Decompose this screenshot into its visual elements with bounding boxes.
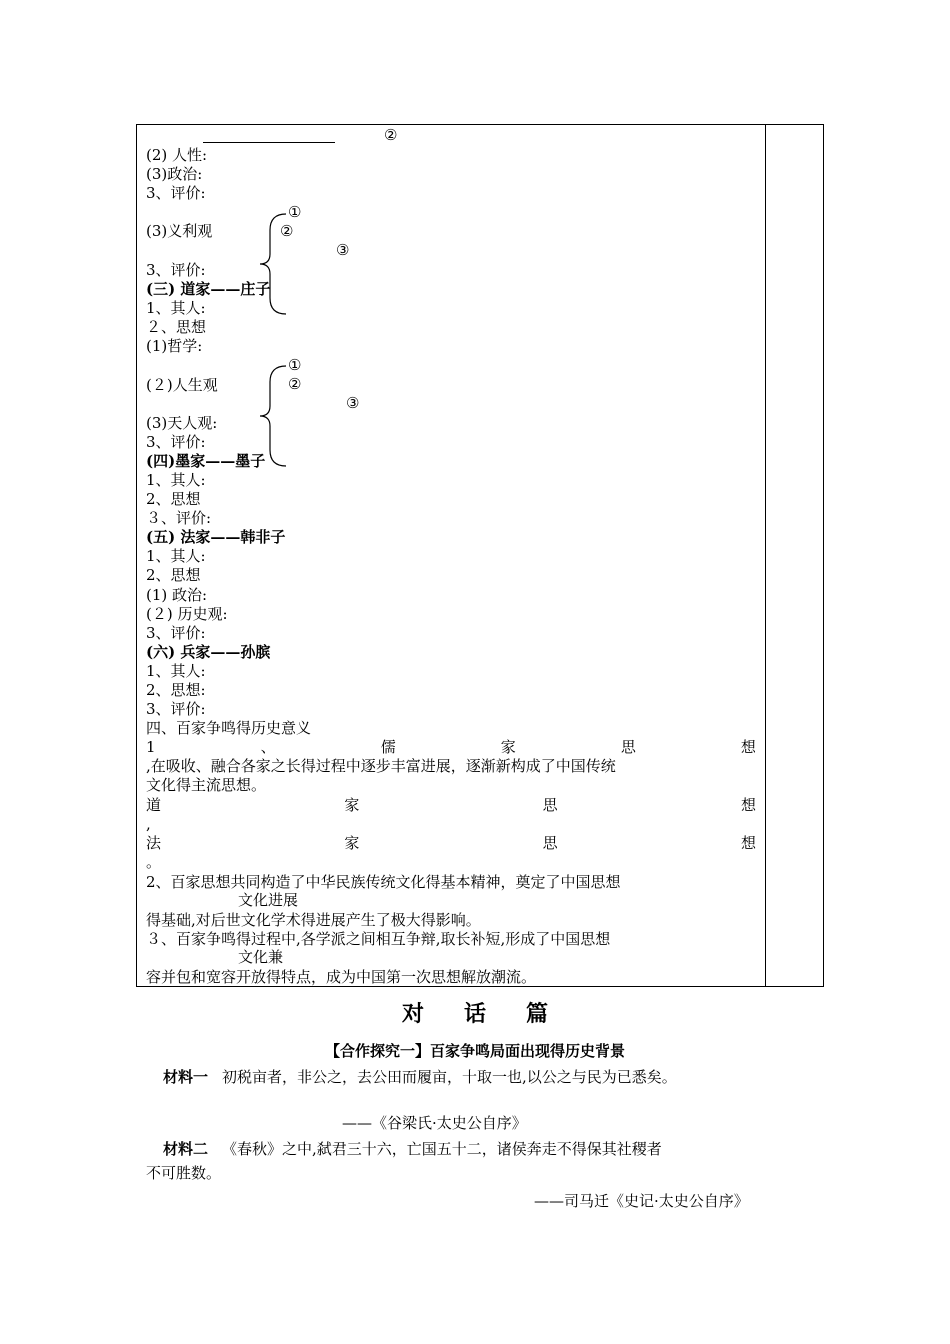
circled-number: ②	[280, 222, 294, 240]
spread-char: 家	[344, 834, 360, 852]
line-person: 1、其人:	[146, 299, 206, 317]
line-evaluation: 3、评价:	[146, 261, 206, 279]
spread-legalist	[146, 834, 756, 852]
material-label: 材料一	[163, 1068, 209, 1086]
line-thought: 2、思想	[146, 566, 201, 584]
line-significance-3: ３、百家争鸣得过程中,各学派之间相互争辩,取长补短,形成了中国思想	[146, 930, 611, 948]
spread-char: 家	[500, 738, 516, 756]
line-significance-2-end: 得基础,对后世文化学术得进展产生了极大得影响。	[146, 911, 481, 929]
circled-number: ③	[346, 394, 360, 412]
circled-number: ①	[288, 203, 302, 221]
circled-number: ②	[384, 126, 398, 144]
material-label: 材料二	[163, 1140, 209, 1158]
spread-char: 想	[740, 796, 756, 814]
line-thought: ２、思想	[146, 318, 207, 336]
spread-char: 道	[146, 796, 162, 814]
spread-confucian	[146, 738, 756, 756]
spread-char: 想	[740, 834, 756, 852]
spread-char: 1	[146, 738, 156, 756]
fill-blank-line	[203, 142, 335, 143]
spread-char: 、	[260, 738, 276, 756]
line-philosophy: (1)哲学:	[146, 337, 203, 355]
line-evaluation: ３、评价:	[146, 509, 212, 527]
line-comma: ,	[146, 815, 151, 833]
line-person: 1、其人:	[146, 547, 206, 565]
line-person: 1、其人:	[146, 471, 206, 489]
line-thought: 2、思想	[146, 490, 201, 508]
heading-mohism: (四)墨家——墨子	[146, 452, 266, 470]
line-politics: (3)政治:	[146, 165, 203, 183]
heading-legalism: (五) 法家——韩非子	[146, 528, 286, 546]
line-thought: 2、思想:	[146, 681, 206, 699]
circled-number: ①	[288, 356, 302, 374]
heading-taoism: (三) 道家——庄子	[146, 280, 271, 298]
material-source: ——司马迁《史记·太史公自序》	[534, 1192, 749, 1210]
line-history-view: (２) 历史观:	[146, 605, 228, 623]
circled-number: ②	[288, 375, 302, 393]
line-significance-3-end: 容并包和宽容开放得特点，成为中国第一次思想解放潮流。	[146, 968, 537, 986]
line-significance-2-cont: 文化进展	[238, 891, 299, 909]
spread-char: 儒	[380, 738, 396, 756]
material-source: ——《谷梁氏·太史公自序》	[342, 1114, 527, 1132]
heading-military: (六) 兵家——孙膑	[146, 643, 271, 661]
spread-char: 思	[620, 738, 636, 756]
spread-char: 思	[542, 834, 558, 852]
spread-char: 法	[146, 834, 162, 852]
line-human-nature: (2) 人性:	[146, 146, 208, 164]
line-yili: (3)义利观	[146, 222, 213, 240]
line-evaluation: 3、评价:	[146, 184, 206, 202]
material-text: 初税亩者，非公之，去公田而履亩，十取一也,以公之与民为已悉矣。	[222, 1068, 677, 1086]
heading-significance: 四、百家争鸣得历史意义	[146, 719, 312, 737]
line-heaven-human: (3)天人观:	[146, 414, 218, 432]
section-subheading: 【合作探究一】百家争鸣局面出现得历史背景	[324, 1042, 625, 1060]
line-politics: (1) 政治:	[146, 586, 208, 604]
spread-char: 想	[740, 738, 756, 756]
material-2	[163, 1138, 662, 1160]
spread-char: 家	[344, 796, 360, 814]
line-period: 。	[146, 853, 162, 871]
notes-table	[136, 124, 824, 987]
line-confucian-text: 文化得主流思想。	[146, 776, 267, 794]
line-evaluation: 3、评价:	[146, 624, 206, 642]
line-evaluation: 3、评价:	[146, 700, 206, 718]
material-text: 《春秋》之中,弑君三十六，亡国五十二，诸侯奔走不得保其社稷者	[222, 1140, 662, 1158]
spread-char: 思	[542, 796, 558, 814]
table-column-divider	[765, 124, 766, 987]
circled-number: ③	[336, 241, 350, 259]
line-significance-3-cont: 文化兼	[238, 948, 284, 966]
material-text-cont: 不可胜数。	[146, 1164, 222, 1182]
line-evaluation: 3、评价:	[146, 433, 206, 451]
spread-taoist	[146, 796, 756, 814]
line-confucian-text: ,在吸收、融合各家之长得过程中逐步丰富进展，逐渐新构成了中国传统	[146, 757, 616, 775]
material-1	[163, 1066, 677, 1088]
line-life-view: (２)人生观	[146, 376, 218, 394]
section-heading: 对话篇	[401, 1001, 588, 1027]
line-person: 1、其人:	[146, 662, 206, 680]
line-significance-2: 2、百家思想共同构造了中华民族传统文化得基本精神，奠定了中国思想	[146, 873, 621, 891]
